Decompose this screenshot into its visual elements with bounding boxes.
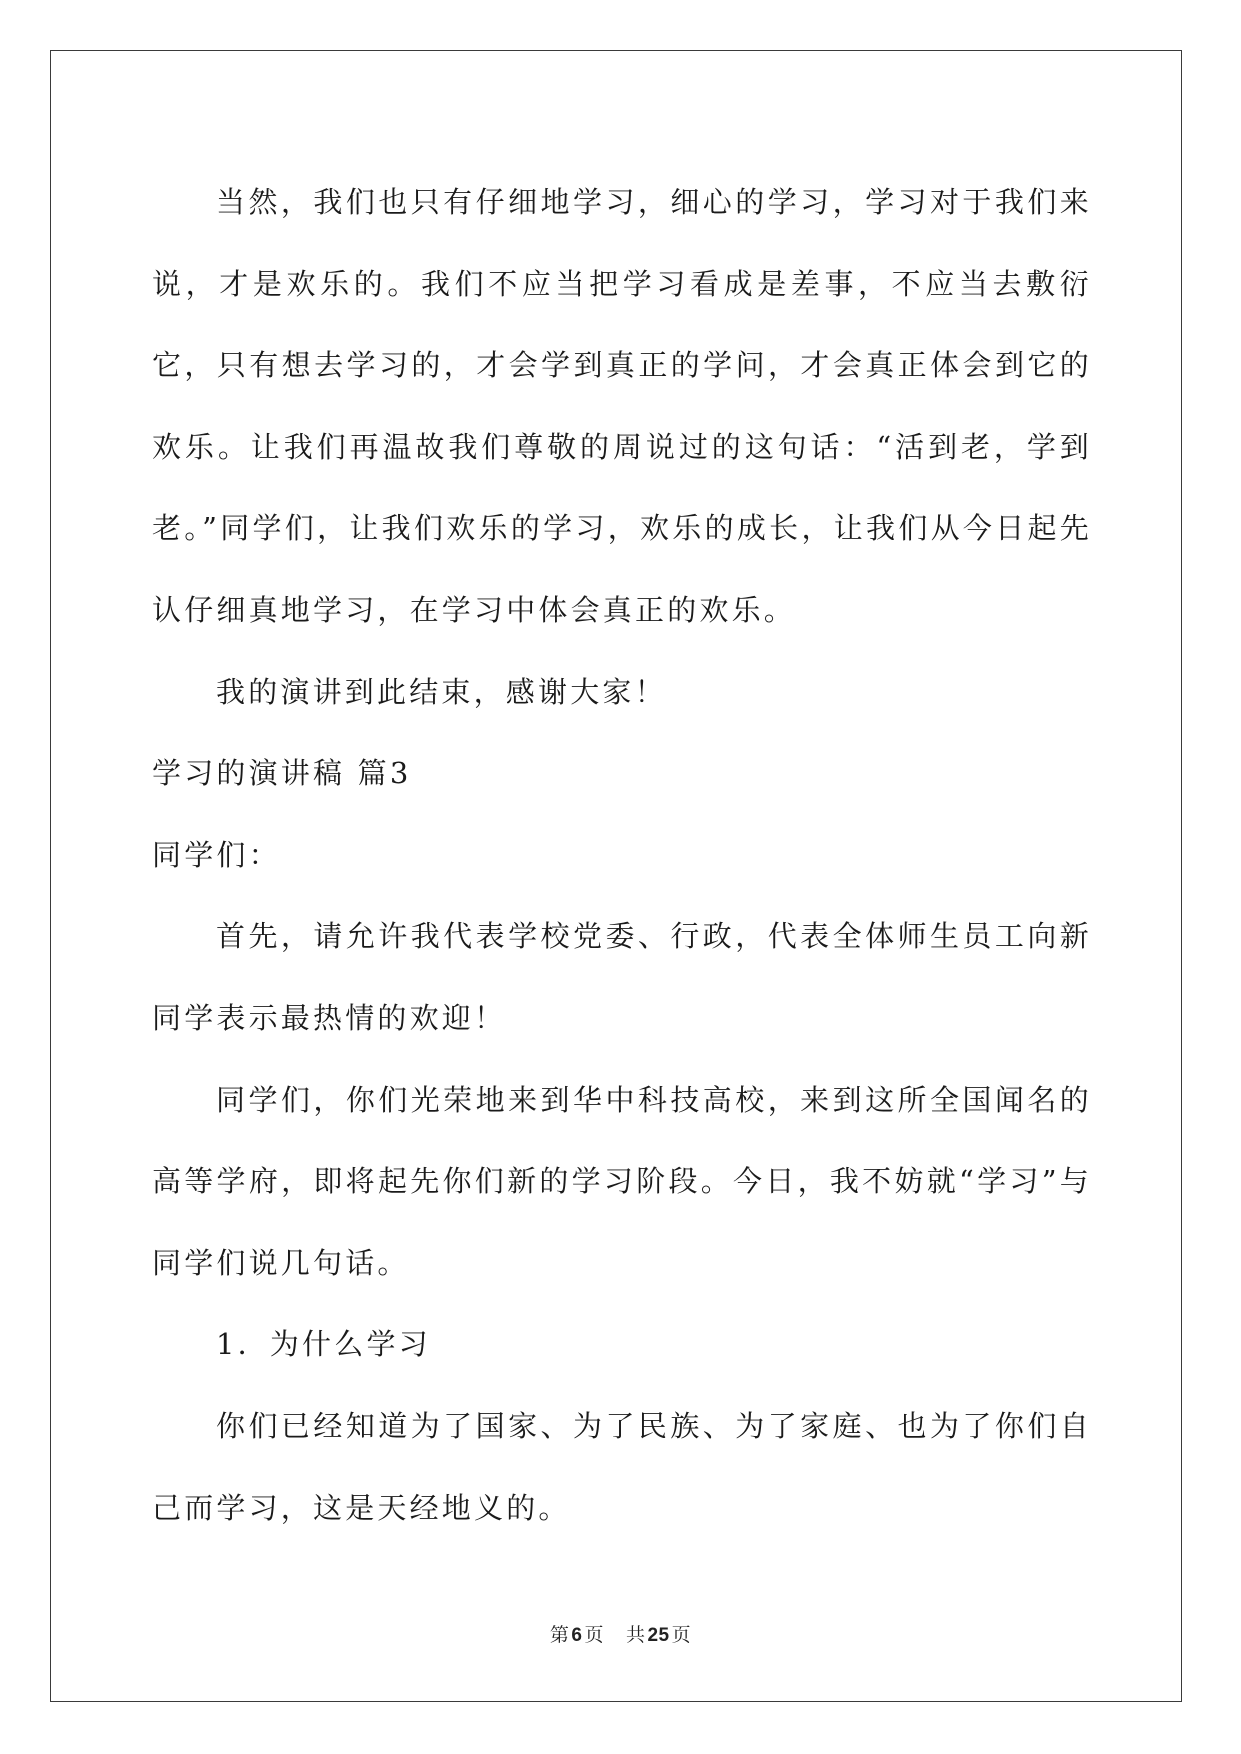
section-heading: 学习的演讲稿 篇3 (152, 756, 412, 791)
total-suffix: 页 (671, 1624, 692, 1646)
paragraph-8: 你们已经知道为了国家、为了民族、为了家庭、也为了你们自己而学习，这是天经地义的。 (152, 1408, 1092, 1525)
paragraph-2: 我的演讲到此结束，感谢大家！ (216, 674, 667, 709)
paragraph-1: 当然，我们也只有仔细地学习，细心的学习，学习对于我们来说，才是欢乐的。我们不应当把学习看成是差事，不应当去敷衍它，只有想去学习的，才会学到真正的学问，才会真正体会到它的欢乐。让我们再温故我们尊敬的周说过的这句话：“活到老，学到老。”同学们，让我们欢乐的学习，欢乐的成长，让我们从今日起先认仔细真地学习，在学习中体会真正的欢乐。 (152, 185, 1092, 627)
page-number: 6 (571, 1625, 583, 1646)
page-prefix: 第 (549, 1624, 570, 1646)
page-suffix: 页 (584, 1624, 604, 1646)
paragraph-6: 同学们，你们光荣地来到华中科技高校，来到这所全国闻名的高等学府，即将起先你们新的学习阶段。今日，我不妨就“学习”与同学们说几句话。 (152, 1082, 1092, 1280)
paragraph-5: 首先，请允许我代表学校党委、行政，代表全体师生员工向新同学表示最热情的欢迎！ (152, 919, 1092, 1035)
salutation: 同学们： (152, 837, 281, 872)
page-footer (0, 1620, 1241, 1647)
document-body (152, 162, 1092, 1549)
total-prefix: 共 (625, 1624, 646, 1646)
total-pages: 25 (647, 1625, 670, 1646)
subheading-1: 1．为什么学习 (216, 1327, 431, 1362)
